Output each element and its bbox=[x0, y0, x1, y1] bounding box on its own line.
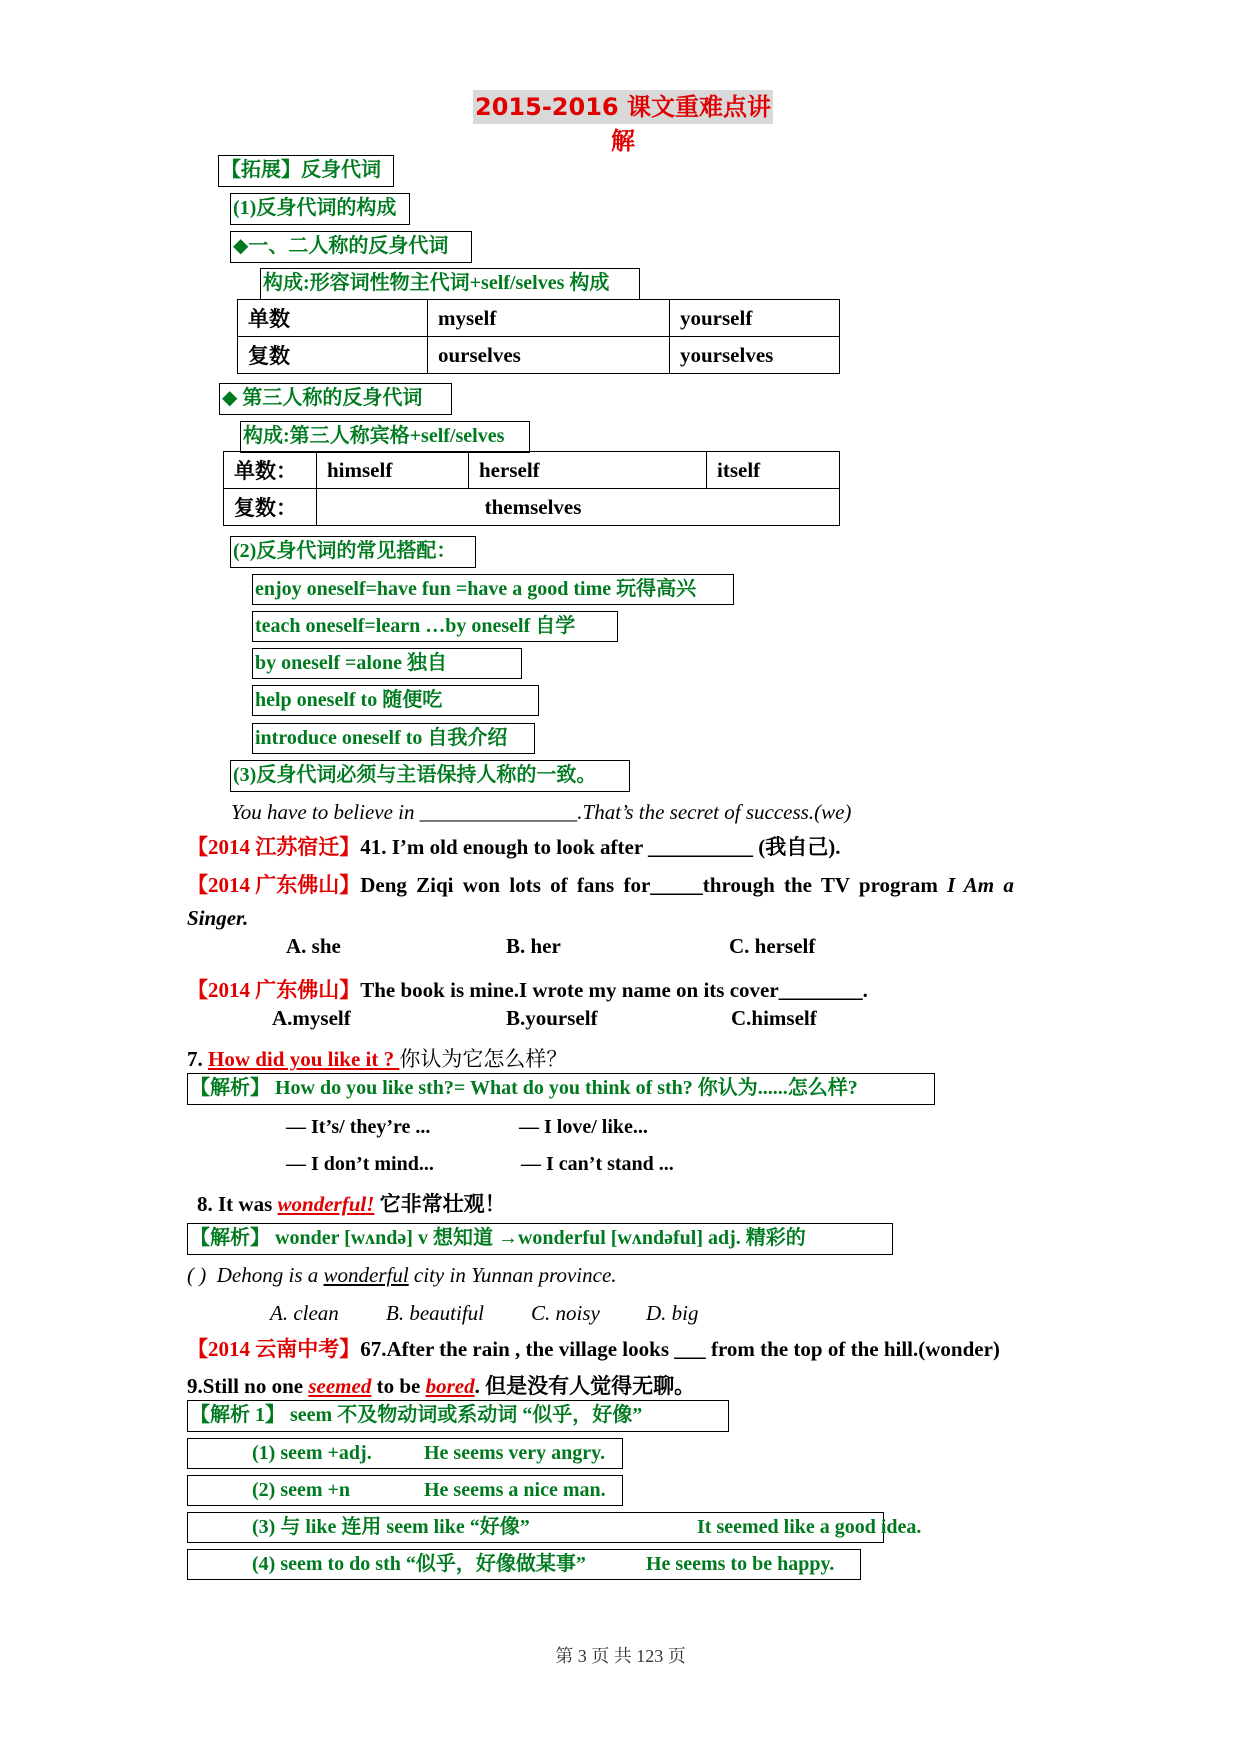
question-41 bbox=[187, 831, 841, 861]
section-collocations: (2)反身代词的常见搭配： bbox=[230, 536, 476, 568]
translation: 你认为它怎么样？ bbox=[399, 1047, 568, 1071]
collocation-item: teach oneself=learn …by oneself 自学 bbox=[252, 611, 618, 642]
table-cell: itself bbox=[707, 452, 840, 489]
option-a[interactable]: A. she bbox=[286, 934, 341, 958]
question-text: (我自己). bbox=[753, 835, 841, 859]
source-tag: 【2014 云南中考】 bbox=[187, 1337, 361, 1361]
subheading-third-person: ◆ 第三人称的反身代词 bbox=[219, 383, 452, 415]
key-word: wonderful bbox=[323, 1263, 409, 1287]
table-cell: 复数 bbox=[238, 337, 428, 374]
program-title-continued: Singer. bbox=[187, 906, 249, 930]
composition-rule-1: 构成:形容词性物主代词+self/selves 构成 bbox=[260, 268, 640, 300]
table-cell: 复数： bbox=[224, 489, 317, 526]
question-text: The book is mine.I wrote my name on its cover bbox=[360, 978, 779, 1002]
reply-option: — I can’t stand ... bbox=[521, 1153, 674, 1175]
collocation-item: by oneself =alone 独自 bbox=[252, 648, 522, 679]
usage-example: It seemed like a good idea. bbox=[697, 1516, 922, 1538]
translation: 它非常壮观！ bbox=[374, 1192, 506, 1216]
table-cell: themselves bbox=[317, 489, 840, 526]
page-footer: 第 3 页 共 123 页 bbox=[555, 1646, 686, 1666]
page-title: 2015-2016 课文重难点讲解 bbox=[473, 90, 773, 124]
question-text: 67.After the rain , the village looks bbox=[360, 1337, 675, 1361]
usage-label: (3) 与 like 连用 seem like “好像” bbox=[252, 1516, 530, 1538]
source-tag: 【2014 广东佛山】 bbox=[187, 873, 361, 897]
table-row bbox=[238, 300, 840, 337]
key-word: bored bbox=[425, 1374, 475, 1398]
option-b[interactable]: B.yourself bbox=[506, 1006, 598, 1030]
reply-option: — I don’t mind... bbox=[286, 1153, 434, 1175]
table-row bbox=[224, 489, 840, 526]
key-phrase: How did you like it ? bbox=[208, 1047, 400, 1071]
exercise-text: Dehong is a bbox=[216, 1263, 324, 1287]
exercise-believe bbox=[231, 800, 851, 825]
table-cell: ourselves bbox=[428, 337, 670, 374]
subheading-first-second-person: ◆一、二人称的反身代词 bbox=[230, 231, 472, 263]
answer-blank[interactable]: __________ bbox=[648, 835, 754, 859]
usage-label: (4) seem to do sth “似乎，好像做某事” bbox=[252, 1553, 586, 1575]
section-agreement: (3)反身代词必须与主语保持人称的一致。 bbox=[230, 760, 630, 792]
item-8 bbox=[197, 1188, 506, 1218]
question-text: . bbox=[862, 978, 868, 1002]
option-d[interactable]: D. big bbox=[646, 1301, 699, 1325]
composition-rule-2: 构成:第三人称宾格+self/selves bbox=[240, 421, 530, 453]
collocation-item: introduce oneself to 自我介绍 bbox=[252, 723, 535, 754]
answer-blank[interactable]: ________ bbox=[778, 978, 863, 1002]
option-b[interactable]: B. beautiful bbox=[386, 1301, 484, 1325]
seem-usage-2 bbox=[187, 1475, 623, 1506]
option-c[interactable]: C. noisy bbox=[531, 1301, 600, 1325]
source-tag: 【2014 江苏宿迁】 bbox=[187, 835, 361, 859]
usage-example: He seems a nice man. bbox=[424, 1479, 606, 1501]
answer-bracket[interactable]: ( ) bbox=[187, 1263, 207, 1287]
question-text: through the TV program bbox=[702, 873, 948, 897]
usage-label: (2) seem +n bbox=[252, 1479, 351, 1501]
item-number: 7. bbox=[187, 1047, 208, 1071]
question-text: from the top of the hill.(wonder) bbox=[705, 1337, 1000, 1361]
table-row bbox=[238, 337, 840, 374]
analysis-8: 【解析】 wonder [wʌndə] v 想知道 →wonderful [wʌndəful] adj. 精彩的 bbox=[187, 1223, 893, 1255]
question-foshan-2 bbox=[187, 974, 868, 1004]
option-a[interactable]: A.myself bbox=[272, 1006, 351, 1030]
translation: . 但是没有人觉得无聊。 bbox=[474, 1374, 696, 1398]
option-c[interactable]: C. herself bbox=[729, 934, 816, 958]
key-word: seemed bbox=[308, 1374, 372, 1398]
collocation-item: help oneself to 随便吃 bbox=[252, 685, 539, 716]
table-row bbox=[224, 452, 840, 489]
exercise-wonderful bbox=[187, 1263, 617, 1288]
exercise-text: .That’s the secret of success.(we) bbox=[577, 800, 852, 824]
table-cell: myself bbox=[428, 300, 670, 337]
item-7 bbox=[187, 1043, 567, 1073]
answer-blank[interactable]: _______________ bbox=[419, 800, 578, 824]
table-third-person bbox=[223, 451, 840, 526]
table-first-second-person bbox=[237, 299, 840, 374]
sentence-text: 9.Still no one bbox=[187, 1374, 309, 1398]
seem-usage-1 bbox=[187, 1438, 623, 1469]
option-a[interactable]: A. clean bbox=[270, 1301, 339, 1325]
option-b[interactable]: B. her bbox=[506, 934, 561, 958]
reply-option: — I love/ like... bbox=[519, 1116, 648, 1138]
collocation-item: enjoy oneself=have fun =have a good time 玩得高兴 bbox=[252, 574, 734, 605]
exercise-text: You have to believe in bbox=[231, 800, 420, 824]
table-cell: 单数： bbox=[224, 452, 317, 489]
option-c[interactable]: C.himself bbox=[731, 1006, 817, 1030]
extension-header: 【拓展】反身代词 bbox=[218, 155, 394, 187]
question-text: Deng Ziqi won lots of fans for bbox=[360, 873, 651, 897]
program-title: I Am a bbox=[947, 873, 1014, 897]
usage-label: (1) seem +adj. bbox=[252, 1442, 372, 1464]
table-cell: yourself bbox=[670, 300, 840, 337]
question-67 bbox=[187, 1333, 1000, 1363]
question-text: 41. I’m old enough to look after bbox=[360, 835, 649, 859]
table-cell: yourselves bbox=[670, 337, 840, 374]
analysis-7: 【解析】 How do you like sth?= What do you think of sth? 你认为......怎么样? bbox=[187, 1073, 935, 1105]
source-tag: 【2014 广东佛山】 bbox=[187, 978, 361, 1002]
reply-option: — It’s/ they’re ... bbox=[286, 1116, 431, 1138]
key-word: wonderful! bbox=[277, 1192, 375, 1216]
answer-blank[interactable]: ___ bbox=[674, 1337, 706, 1361]
usage-example: He seems very angry. bbox=[424, 1442, 606, 1464]
exercise-text: city in Yunnan province. bbox=[408, 1263, 617, 1287]
sentence-text: to be bbox=[371, 1374, 426, 1398]
answer-blank[interactable]: _____ bbox=[650, 873, 703, 897]
analysis-9: 【解析 1】 seem 不及物动词或系动词 “似乎，好像” bbox=[187, 1400, 729, 1432]
table-cell: herself bbox=[469, 452, 707, 489]
table-cell: 单数 bbox=[238, 300, 428, 337]
seem-usage-4 bbox=[187, 1549, 861, 1580]
question-foshan-1 bbox=[187, 869, 1047, 899]
table-cell: himself bbox=[317, 452, 469, 489]
sentence-text: 8. It was bbox=[197, 1192, 278, 1216]
section-composition: (1)反身代词的构成 bbox=[230, 193, 410, 225]
seem-usage-3 bbox=[187, 1512, 922, 1543]
item-9 bbox=[187, 1370, 695, 1400]
usage-example: He seems to be happy. bbox=[646, 1553, 835, 1575]
